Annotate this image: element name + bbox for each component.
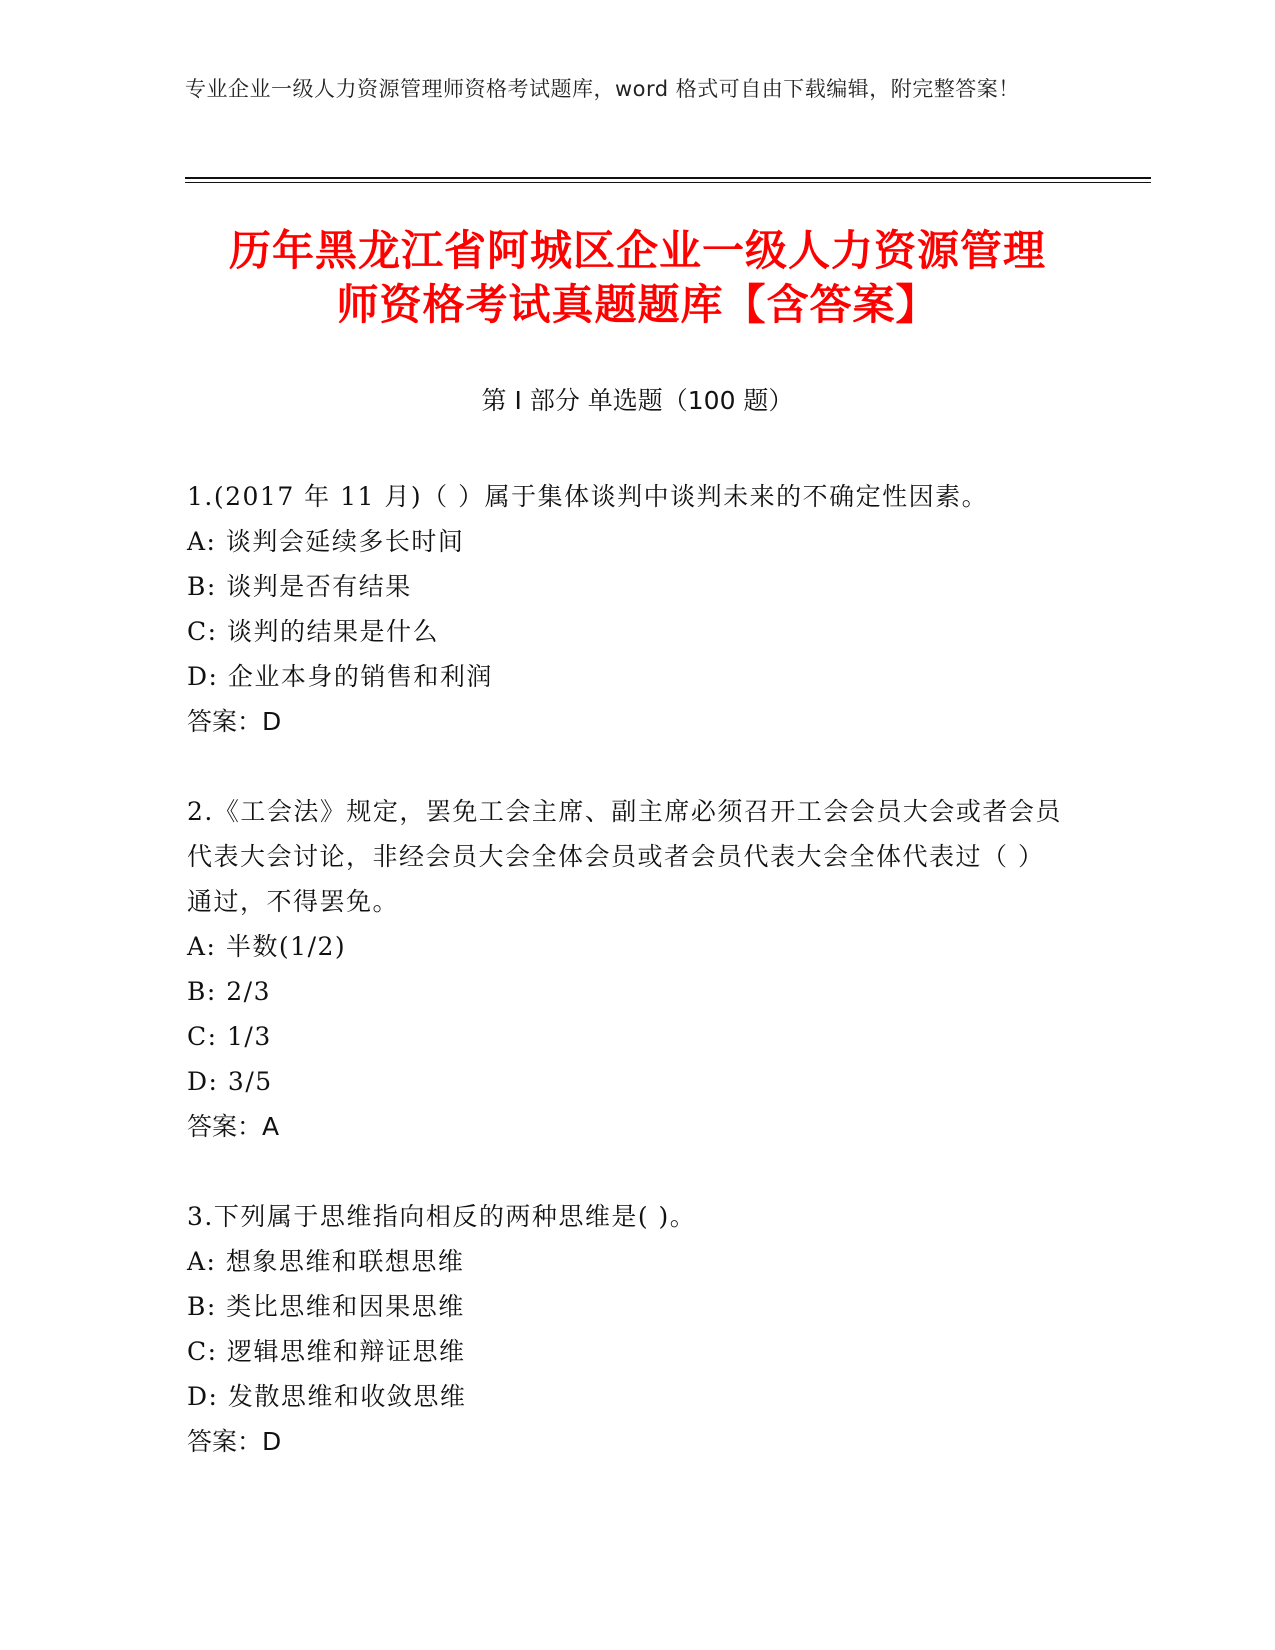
section-heading: 第 I 部分 单选题（100 题）	[481, 386, 794, 415]
option-d: D: 发散思维和收敛思维	[187, 1382, 467, 1411]
option-c: C: 逻辑思维和辩证思维	[187, 1337, 466, 1366]
option-a: A: 半数(1/2)	[187, 932, 347, 961]
answer-line: 答案：D	[187, 707, 282, 736]
question-3	[187, 1194, 1067, 1464]
option-b: B: 类比思维和因果思维	[187, 1292, 465, 1321]
option-b: B: 谈判是否有结果	[187, 572, 412, 601]
question-list	[187, 474, 1067, 1509]
question-stem: 2.《工会法》规定，罢免工会主席、副主席必须召开工会会员大会或者会员代表大会讨论，非经会员大会全体会员或者会员代表大会全体代表过（ ）通过，不得罢免。	[187, 797, 1062, 916]
document-title	[0, 224, 1275, 332]
header-note: 专业企业一级人力资源管理师资格考试题库，word 格式可自由下载编辑，附完整答案！	[185, 77, 1020, 101]
document-title-line-2: 师资格考试真题题库【含答案】	[336, 280, 939, 329]
question-stem: 1.(2017 年 11 月)（ ）属于集体谈判中谈判未来的不确定性因素。	[187, 482, 989, 511]
question-1	[187, 474, 1067, 744]
option-a: A: 谈判会延续多长时间	[187, 527, 465, 556]
answer-line: 答案：D	[187, 1427, 282, 1456]
option-c: C: 谈判的结果是什么	[187, 617, 439, 646]
option-b: B: 2/3	[187, 977, 271, 1006]
document-title-line-1: 历年黑龙江省阿城区企业一级人力资源管理	[228, 226, 1046, 275]
option-d: D: 企业本身的销售和利润	[187, 662, 493, 691]
question-stem: 3.下列属于思维指向相反的两种思维是( )。	[187, 1202, 697, 1231]
option-c: C: 1/3	[187, 1022, 272, 1051]
header-rule-thick	[185, 177, 1151, 179]
question-2	[187, 789, 1067, 1149]
header-rule-thin	[185, 182, 1151, 183]
option-a: A: 想象思维和联想思维	[187, 1247, 465, 1276]
option-d: D: 3/5	[187, 1067, 273, 1096]
answer-line: 答案：A	[187, 1112, 280, 1141]
